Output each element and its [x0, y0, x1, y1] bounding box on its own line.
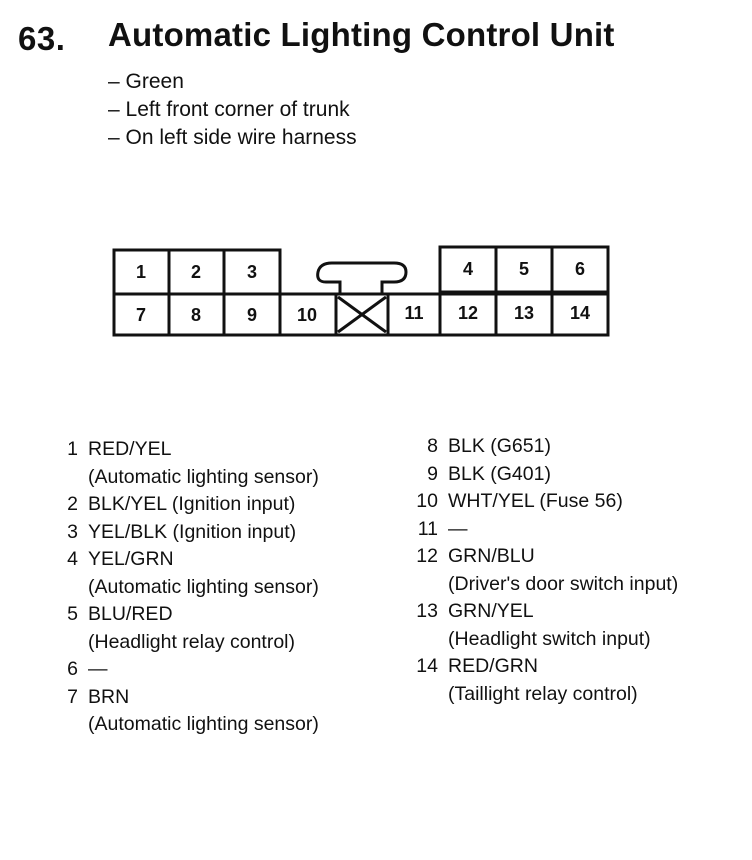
cavity-9-label: 9 [246, 305, 258, 325]
pin-number: 5 [67, 603, 78, 625]
pin-wire: RED/GRN [448, 655, 538, 677]
pin-entry [410, 488, 678, 516]
pin-wire: BLK (G401) [448, 462, 551, 485]
pin-number: 11 [417, 517, 438, 540]
pin-number: 2 [67, 493, 78, 515]
cavity-1-label: 1 [135, 262, 147, 282]
connector-lock-tab [318, 263, 406, 294]
pin-number: 12 [416, 545, 438, 567]
pin-entry [50, 491, 319, 519]
pin-number: 9 [427, 462, 438, 485]
pin-entry [50, 546, 319, 601]
pin-number: 1 [67, 438, 78, 460]
pin-number: 4 [67, 548, 78, 570]
pin-number: 14 [416, 655, 438, 677]
pin-wire: BRN [88, 685, 130, 708]
cavity-11-label: 11 [404, 303, 424, 323]
pin-number: 6 [67, 658, 78, 680]
pin-number: 13 [416, 600, 438, 622]
pin-list-right [410, 433, 678, 708]
pin-entry [50, 601, 319, 656]
pin-number: 10 [416, 490, 438, 512]
pin-description: (Taillight relay control) [448, 682, 638, 705]
pin-entry [410, 516, 678, 544]
pin-wire: — [448, 517, 468, 540]
pin-entry [50, 656, 319, 684]
pin-wire: WHT/YEL (Fuse 56) [448, 490, 623, 512]
pin-wire: GRN/YEL [448, 600, 534, 622]
cavity-10-label: 10 [296, 305, 318, 325]
pin-entry [410, 433, 678, 461]
cavity-4-label: 4 [462, 259, 474, 279]
cavity-8-label: 8 [190, 305, 202, 325]
cavity-7-label: 7 [135, 305, 147, 325]
info-location: – Left front corner of trunk [108, 98, 350, 121]
cavity-3-label: 3 [246, 262, 258, 282]
pin-entry [410, 543, 678, 598]
pin-list-left [50, 436, 319, 739]
pin-description: (Headlight switch input) [448, 627, 651, 650]
info-color: – Green [108, 70, 184, 93]
pin-entry [50, 519, 319, 547]
section-number: 63. [18, 20, 66, 57]
pin-entry [410, 598, 678, 653]
cavity-13-label: 13 [513, 303, 535, 323]
pin-description: (Automatic lighting sensor) [88, 575, 319, 598]
pin-description: (Automatic lighting sensor) [88, 713, 319, 735]
pin-wire: BLK (G651) [448, 435, 551, 457]
pin-entry [50, 684, 319, 739]
pin-description: (Headlight relay control) [88, 630, 296, 653]
cavity-5-label: 5 [518, 259, 530, 279]
pin-description: (Driver's door switch input) [448, 572, 679, 595]
cavity-14-label: 14 [569, 303, 591, 323]
cavity-6-label: 6 [574, 259, 586, 279]
connector-diagram [0, 0, 752, 360]
cavity-12-label: 12 [457, 303, 479, 323]
pin-wire: GRN/BLU [448, 545, 535, 567]
cavity-2-label: 2 [190, 262, 202, 282]
pin-entry [50, 436, 319, 491]
pin-description: (Automatic lighting sensor) [88, 465, 319, 488]
pin-entry [410, 653, 678, 708]
pin-wire: YEL/BLK (Ignition input) [88, 520, 297, 543]
page-title: Automatic Lighting Control Unit [108, 16, 615, 53]
pin-number: 3 [67, 520, 78, 543]
pin-entry [410, 461, 678, 489]
pin-number: 8 [427, 435, 438, 457]
pin-wire: BLK/YEL (Ignition input) [88, 493, 296, 515]
info-harness: – On left side wire harness [108, 126, 357, 149]
pin-wire: YEL/GRN [88, 548, 174, 570]
pin-wire: BLU/RED [88, 603, 173, 625]
pin-wire: RED/YEL [88, 438, 172, 460]
pin-number: 7 [67, 685, 78, 708]
pin-wire: — [88, 658, 108, 680]
